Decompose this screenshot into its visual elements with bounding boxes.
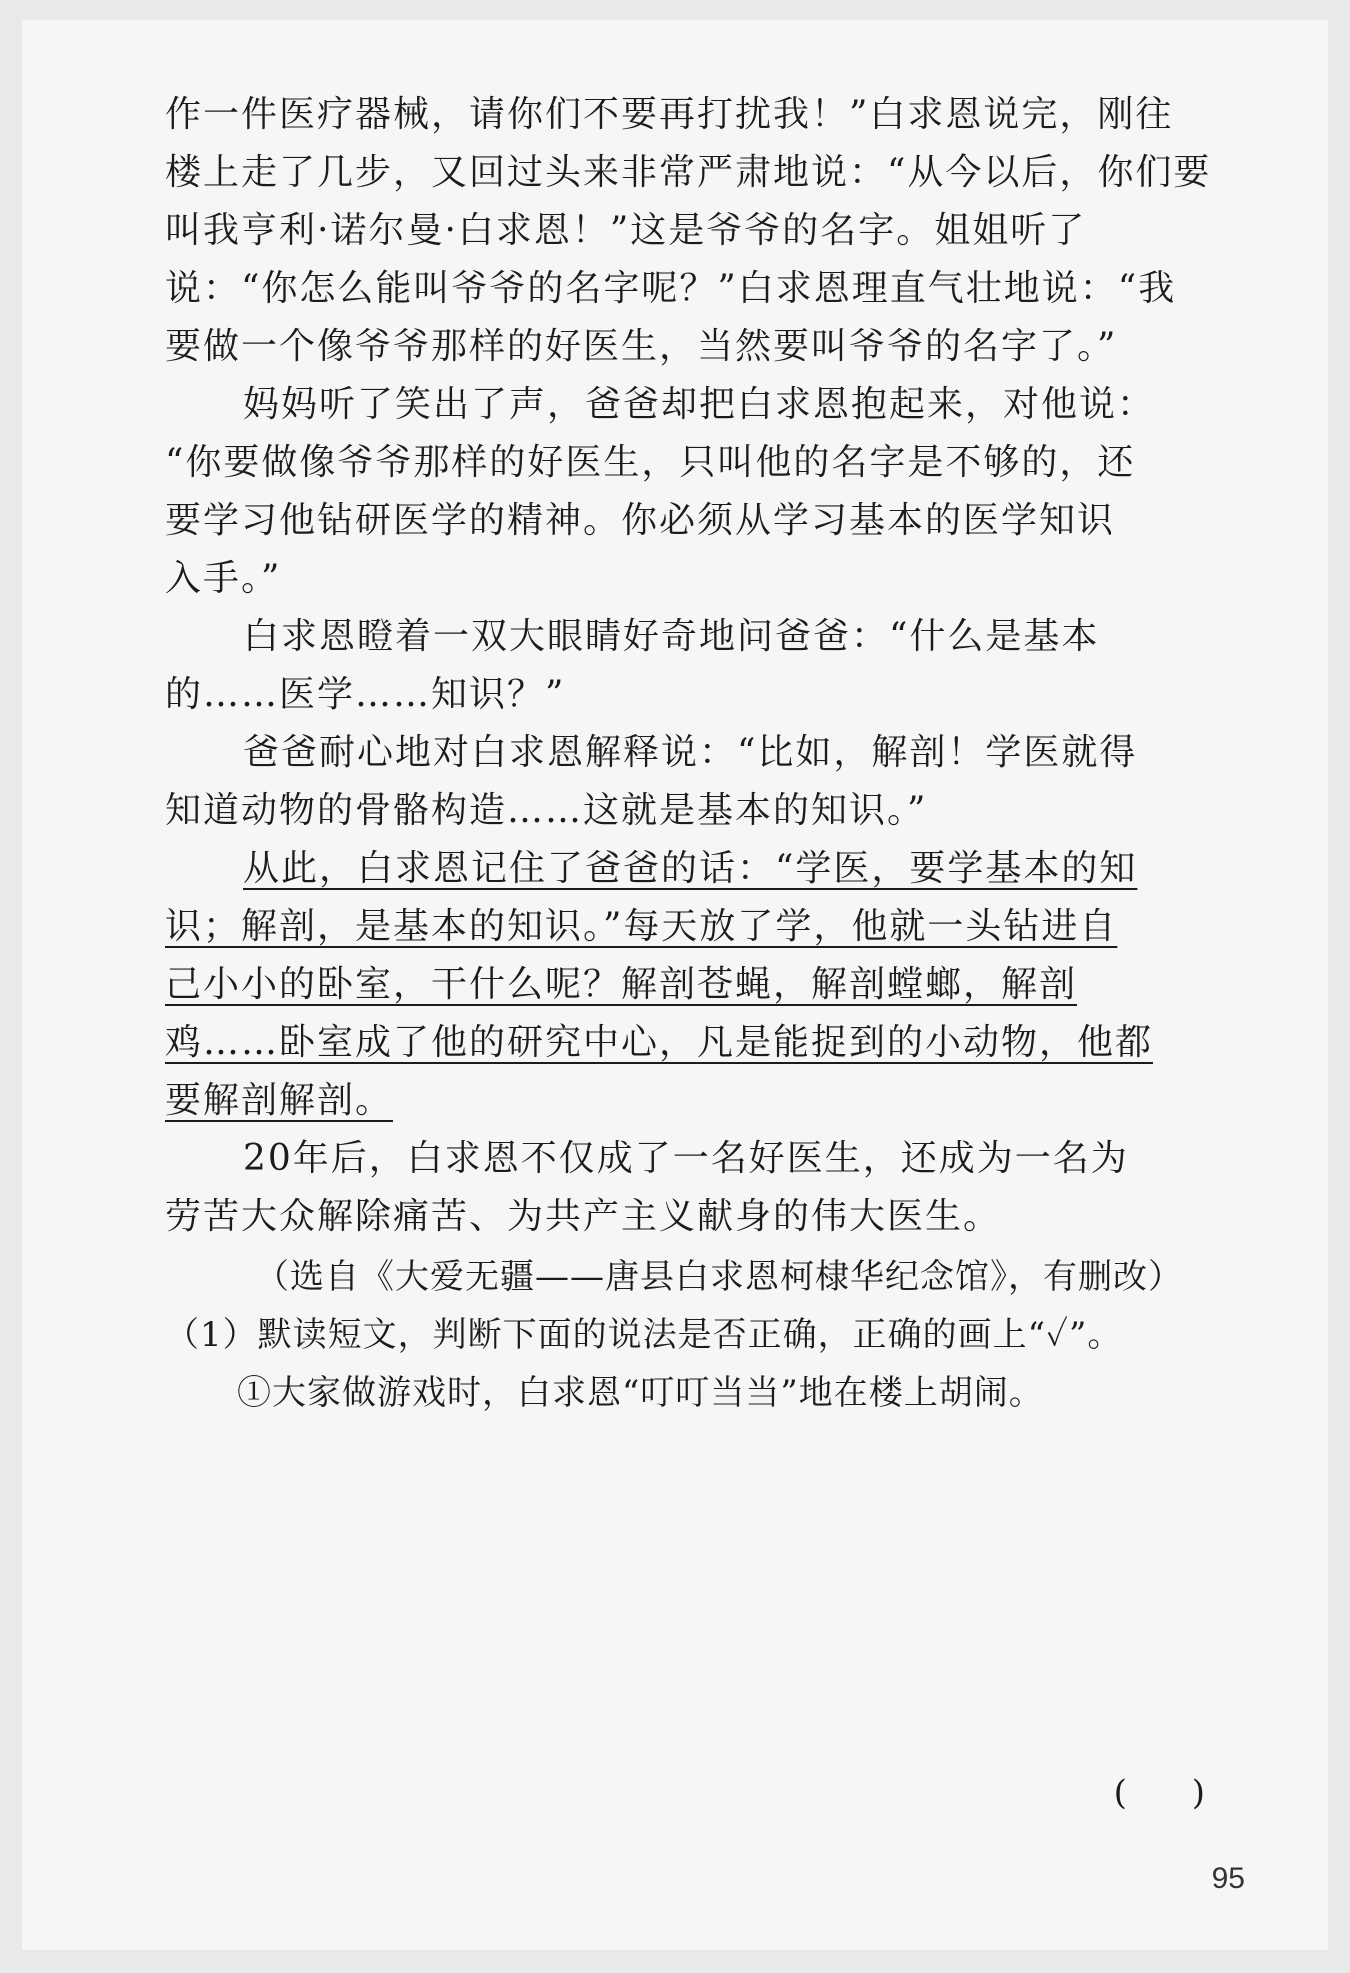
text-line: 说：“你怎么能叫爷爷的名字呢？”白求恩理直气壮地说：“我 [165,268,1177,309]
text-line: 白求恩瞪着一双大眼睛好奇地问爸爸：“什么是基本 [243,616,1100,657]
text-line: “你要做像爷爷那样的好医生，只叫他的名字是不够的，还 [165,442,1136,483]
text-line: 要做一个像爷爷那样的好医生，当然要叫爷爷的名字了。” [165,326,1118,367]
text-line: 爸爸耐心地对白求恩解释说：“比如，解剖！学医就得 [243,732,1138,773]
underlined-text: 从此，白求恩记住了爸爸的话：“学医，要学基本的知 [243,848,1138,889]
text-line: 叫我亨利·诺尔曼·白求恩！”这是爷爷的名字。姐姐听了 [165,210,1087,251]
source-citation: （选自《大爱无疆——唐县白求恩柯棣华纪念馆》，有删改） [255,1257,1183,1297]
underlined-text: 己小小的卧室，干什么呢？解剖苍蝇，解剖螳螂，解剖 [165,964,1078,1005]
underlined-text-line [165,960,1205,1010]
text-line: 妈妈听了笑出了声，爸爸却把白求恩抱起来，对他说： [243,384,1156,425]
text-line: 楼上走了几步，又回过头来非常严肃地说：“从今以后，你们要 [165,152,1212,193]
underlined-text-line [165,1076,1205,1126]
text-line: 20年后，白求恩不仅成了一名好医生，还成为一名为 [243,1138,1129,1179]
text-line: 劳苦大众解除痛苦、为共产主义献身的伟大医生。 [165,1196,1002,1237]
underlined-text: 鸡……卧室成了他的研究中心，凡是能捉到的小动物，他都 [165,1022,1154,1063]
text-line: 作一件医疗器械，请你们不要再打扰我！”白求恩说完，刚往 [165,94,1174,135]
answer-blank[interactable]: ( ) [1113,1773,1205,1813]
question-item: ①大家做游戏时，白求恩“叮叮当当”地在楼上胡闹。 [237,1373,1044,1413]
text-line: 要学习他钻研医学的精神。你必须从学习基本的医学知识 [165,500,1116,541]
question-prompt: （1）默读短文，判断下面的说法是否正确，正确的画上“✓”。 [165,1315,1123,1355]
underlined-text: 识；解剖，是基本的知识。”每天放了学，他就一头钻进自 [165,906,1118,947]
text-line: 入手。” [165,558,282,599]
page-number: 95 [1211,1862,1245,1895]
text-line: 知道动物的骨骼构造……这就是基本的知识。” [165,790,928,831]
underlined-text-line [243,844,1205,894]
text-line: 的……医学……知识？” [165,674,566,715]
underlined-text-line [165,902,1205,952]
underlined-text: 要解剖解剖。 [165,1080,394,1121]
underlined-text-line [165,1018,1205,1068]
